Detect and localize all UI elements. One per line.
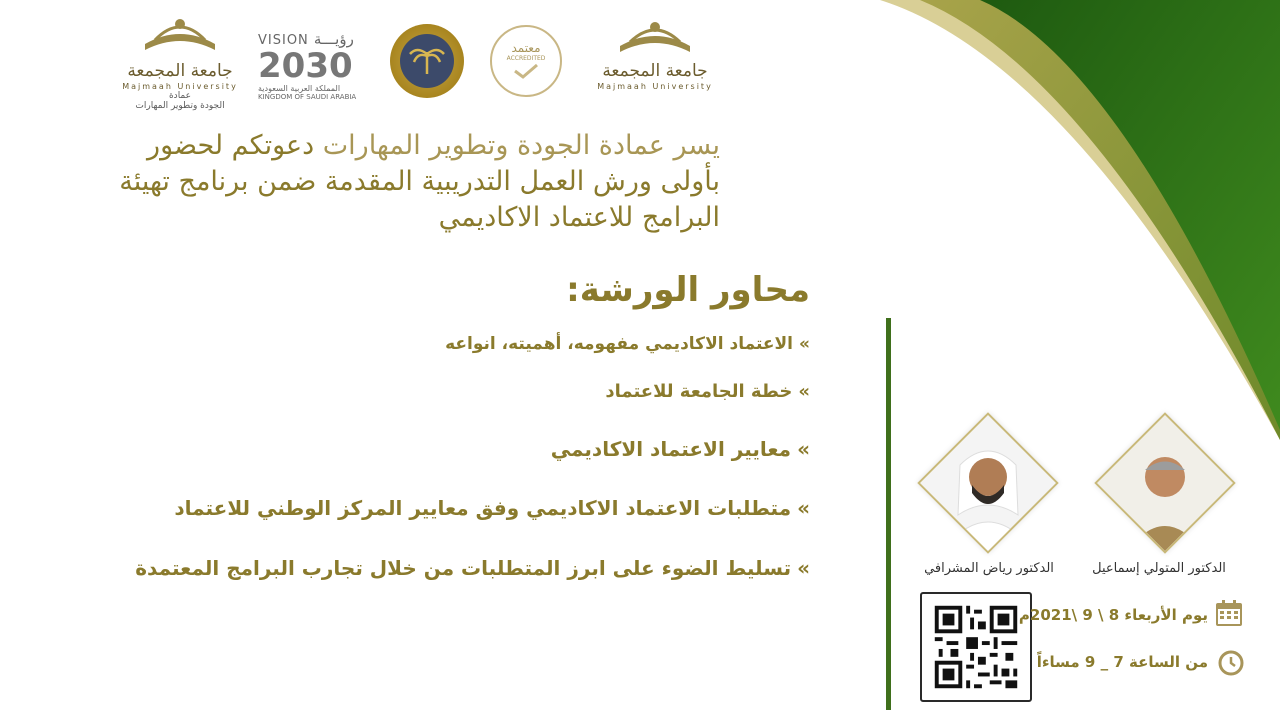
- check-icon: [511, 62, 541, 80]
- accredited-english: ACCREDITED: [506, 55, 546, 62]
- axis-item-1: [445, 334, 810, 354]
- palm-emblem-icon: [390, 24, 464, 98]
- calendar-icon: [1214, 598, 1244, 628]
- bullet-icon: »: [799, 334, 810, 354]
- invitation-line-1: [90, 128, 720, 164]
- axis-item-text: تسليط الضوء على ابرز المتطلبات من خلال تجارب البرامج المعتمدة: [135, 556, 792, 580]
- accredited-seal: [490, 25, 562, 97]
- book-icon: [610, 18, 700, 58]
- event-time: من الساعة 7 _ 9 مساءاً: [1036, 653, 1208, 671]
- axis-item-5: [135, 556, 810, 580]
- logo-english: Majmaah University: [597, 81, 713, 91]
- logo-arabic: جامعة المجمعة: [127, 61, 233, 82]
- logo-arabic: جامعة المجمعة: [602, 61, 708, 82]
- axis-item-2: [605, 381, 810, 402]
- majmaah-logo-right: [585, 18, 725, 91]
- axis-item-text: معايير الاعتماد الاكاديمي: [550, 437, 792, 461]
- accredited-arabic: معتمد: [511, 41, 541, 55]
- axis-item-text: خطة الجامعة للاعتماد: [605, 381, 793, 402]
- bullet-icon: »: [797, 437, 810, 461]
- deanship-name: الجودة وتطوير المهارات: [135, 101, 225, 112]
- vertical-divider: [886, 318, 891, 710]
- vision-arabic: رؤيـــة: [313, 30, 354, 48]
- axis-item-text: الاعتماد الاكاديمي مفهومه، أهميته، انواعه: [445, 334, 794, 354]
- book-icon: [135, 14, 225, 58]
- logo-english: Majmaah University: [122, 81, 238, 91]
- invitation-line-3: البرامج للاعتماد الاكاديمي: [438, 202, 720, 233]
- bullet-icon: »: [798, 381, 810, 402]
- country-english: KINGDOM OF SAUDI ARABIA: [258, 93, 357, 101]
- national-center-seal: [390, 24, 464, 98]
- workshop-axes-title: محاور الورشة:: [566, 270, 810, 310]
- axis-item-4: [174, 496, 810, 520]
- vision-number: 2030: [258, 46, 353, 86]
- qr-code[interactable]: [920, 592, 1032, 702]
- clock-icon: [1217, 649, 1245, 677]
- deanship-text: يسر عمادة الجودة وتطوير المهارات: [322, 130, 720, 161]
- axis-item-text: متطلبات الاعتماد الاكاديمي وفق معايير المركز الوطني للاعتماد: [174, 496, 792, 520]
- speaker-name-1: الدكتور المتولي إسماعيل: [1092, 561, 1226, 576]
- invite-text: دعوتكم لحضور: [147, 130, 323, 161]
- deanship-label: عمادة: [168, 91, 192, 102]
- vision-2030-logo: [258, 30, 373, 101]
- bullet-icon: »: [797, 496, 810, 520]
- country-arabic: المملكة العربية السعودية: [258, 84, 341, 93]
- invitation-text: [90, 128, 720, 236]
- qr-code-icon: [922, 594, 1030, 700]
- speaker-name-2: الدكتور رياض المشرافي: [924, 561, 1054, 576]
- bullet-icon: »: [797, 556, 810, 580]
- majmaah-logo-left: [120, 14, 240, 112]
- axis-item-3: [551, 437, 810, 461]
- vision-label: VISION: [258, 33, 309, 48]
- invitation-line-2: بأولى ورش العمل التدريبية المقدمة ضمن برنامج تهيئة: [119, 166, 720, 197]
- event-date: يوم الأربعاء 8 \ 9 \2021م: [1018, 606, 1208, 624]
